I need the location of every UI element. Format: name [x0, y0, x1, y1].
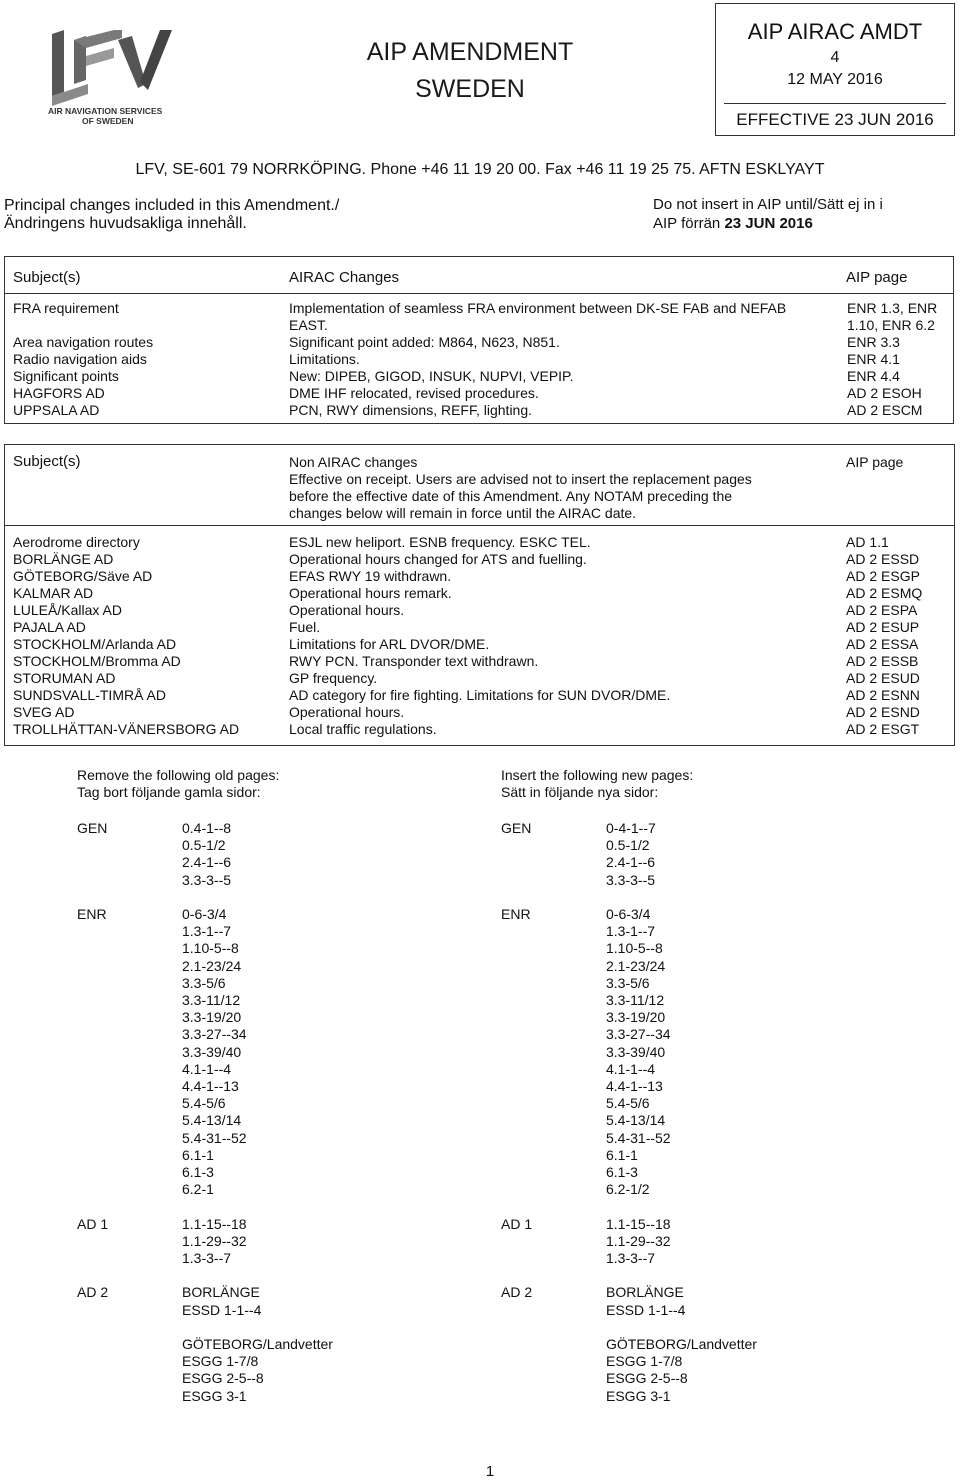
- table-row-subject: Aerodrome directory: [13, 534, 140, 550]
- principal-line1: Principal changes included in this Amendment./: [4, 197, 340, 214]
- table-row-page-cont: 1.10, ENR 6.2: [847, 317, 935, 333]
- page-entry: 3.3-19/20: [182, 1009, 242, 1026]
- group-label: AD 2: [501, 1284, 533, 1301]
- table-row-change: Limitations for ARL DVOR/DME.: [289, 636, 490, 652]
- page-entry: 3.3-11/12: [182, 992, 241, 1008]
- do-not-insert-note: [653, 195, 883, 233]
- table-row-page: AD 2 ESNN: [846, 687, 920, 703]
- remove-pages-heading: [77, 767, 279, 801]
- table-row-change: ESJL new heliport. ESNB frequency. ESKC TEL.: [289, 534, 591, 550]
- page-entry: 2.1-23/24: [606, 957, 666, 974]
- amdt-date: 12 MAY 2016: [787, 71, 883, 88]
- page-entry: 3.3-3--5: [182, 871, 232, 888]
- table-row-page: AD 2 ESCM: [847, 402, 923, 418]
- amendment-box: [715, 3, 955, 136]
- insert-heading1: Insert the following new pages:: [501, 767, 694, 783]
- page-entry: 3.3-39/40: [182, 1043, 242, 1060]
- insert-pages-list: [501, 820, 881, 1420]
- amdt-divider: [724, 103, 946, 104]
- table-row-subject: Radio navigation aids: [13, 351, 147, 367]
- table-row-subject: Area navigation routes: [13, 334, 154, 350]
- nonairac-header-page: AIP page: [846, 454, 904, 470]
- airac-header-page: AIP page: [846, 269, 908, 286]
- table-row-page: AD 2 ESUD: [846, 670, 920, 686]
- table-row-page: AD 2 ESUP: [846, 619, 920, 635]
- remove-pages-list: [77, 820, 457, 1420]
- table-row-change: Fuel.: [289, 619, 321, 635]
- group-label: AD 1: [501, 1215, 533, 1232]
- table-row-subject: GÖTEBORG/Säve AD: [13, 568, 153, 584]
- table-row-page: AD 2 ESND: [846, 704, 920, 720]
- group-label: AD 1: [77, 1215, 109, 1232]
- table-row-change: New: DIPEB, GIGOD, INSUK, NUPVI, VEPIP.: [289, 368, 574, 384]
- insert-pages-heading: [501, 767, 693, 801]
- table-row-page: AD 2 ESSD: [846, 551, 920, 567]
- logo-text-line2: OF SWEDEN: [82, 116, 134, 126]
- table-row-change: RWY PCN. Transponder text withdrawn.: [289, 653, 539, 669]
- table-row-subject: STOCKHOLM/Arlanda AD: [13, 636, 177, 652]
- table-row-change: GP frequency.: [289, 670, 378, 686]
- page-entry: 4.4-1--13: [182, 1078, 239, 1094]
- page-entry: 1.1-15--18: [182, 1215, 247, 1232]
- table-row-subject: BORLÄNGE AD: [13, 551, 114, 567]
- page-entry: 0-4-1--7: [606, 820, 656, 836]
- page-entry: 5.4-5/6: [606, 1095, 650, 1112]
- page-entry: 3.3-3--5: [606, 871, 656, 888]
- page-entry: 3.3-11/12: [606, 992, 665, 1008]
- logo-text-line1: AIR NAVIGATION SERVICES: [48, 106, 163, 116]
- page-entry: GÖTEBORG/Landvetter: [182, 1336, 333, 1352]
- page-entry: 6.2-1/2: [606, 1181, 650, 1198]
- table-row-change: Limitations.: [289, 351, 360, 367]
- page-number: 1: [485, 1463, 495, 1480]
- effective-date: EFFECTIVE 23 JUN 2016: [736, 110, 934, 129]
- page-entry: 4.4-1--13: [606, 1078, 663, 1094]
- table-row-page: AD 2 ESMQ: [846, 585, 923, 601]
- table-row-subject: HAGFORS AD: [13, 385, 105, 401]
- page-entry: 0-6-3/4: [606, 906, 651, 922]
- title-line2: SWEDEN: [415, 75, 525, 103]
- page-entry: 1.3-1--7: [606, 923, 656, 940]
- table-row-page: AD 2 ESOH: [847, 385, 922, 401]
- table-row-change: Operational hours.: [289, 602, 405, 618]
- table-row-subject: Significant points: [13, 368, 119, 384]
- page-entry: BORLÄNGE: [182, 1284, 260, 1301]
- table-row-page: AD 2 ESGT: [846, 721, 920, 737]
- page-entry: 1.3-1--7: [182, 923, 232, 940]
- table-row-page: AD 1.1: [846, 534, 889, 550]
- page-entry: 3.3-27--34: [182, 1026, 247, 1043]
- table-row-change: Operational hours changed for ATS and fuelling.: [289, 551, 587, 567]
- title-line1: AIP AMENDMENT: [366, 38, 574, 66]
- table-row-page: ENR 4.4: [847, 368, 900, 384]
- page-entry: ESGG 1-7/8: [182, 1353, 259, 1370]
- table-row-change: EFAS RWY 19 withdrawn.: [289, 568, 452, 584]
- table-row-page: ENR 4.1: [847, 351, 900, 367]
- table-row-page: AD 2 ESSA: [846, 636, 919, 652]
- table-row-subject: PAJALA AD: [13, 619, 86, 635]
- page-entry: ESGG 2-5--8: [606, 1370, 688, 1387]
- donot-line2: [653, 214, 883, 233]
- nonairac-header-divider: [5, 525, 954, 526]
- table-row-page: ENR 3.3: [847, 334, 900, 350]
- table-row-change: DME IHF relocated, revised procedures.: [289, 385, 539, 401]
- page-entry: 0.5-1/2: [182, 837, 226, 854]
- table-row-change-cont: EAST.: [289, 317, 328, 333]
- table-row-change: Significant point added: M864, N623, N851.: [289, 334, 560, 350]
- airac-header-divider: [5, 293, 953, 294]
- nonairac-header-subject: Subject(s): [13, 453, 81, 470]
- table-row-change: Operational hours.: [289, 704, 405, 720]
- nonairac-note-line2: before the effective date of this Amendment. Any NOTAM preceding the: [289, 488, 733, 504]
- table-row-subject: UPPSALA AD: [13, 402, 100, 418]
- page-entry: 0-6-3/4: [182, 906, 227, 922]
- remove-heading1: Remove the following old pages:: [77, 767, 280, 783]
- table-row-subject: TROLLHÄTTAN-VÄNERSBORG AD: [13, 721, 240, 737]
- table-row-page: AD 2 ESPA: [846, 602, 918, 618]
- airac-header-changes: AIRAC Changes: [289, 269, 400, 286]
- page-entry: 5.4-31--52: [606, 1129, 671, 1146]
- amdt-label: AIP AIRAC AMDT: [747, 19, 923, 44]
- page-entry: 6.2-1: [182, 1181, 214, 1198]
- table-row-change: AD category for fire fighting. Limitations for SUN DVOR/DME.: [289, 687, 671, 703]
- page-entry: 1.3-3--7: [606, 1250, 656, 1266]
- table-row-page: AD 2 ESGP: [846, 568, 920, 584]
- table-row-page: AD 2 ESSB: [846, 653, 919, 669]
- page-entry: 4.1-1--4: [606, 1060, 656, 1077]
- page-entry: ESGG 1-7/8: [606, 1353, 683, 1370]
- page-entry: 3.3-39/40: [606, 1043, 666, 1060]
- page-entry: ESGG 3-1: [182, 1387, 247, 1404]
- page-entry: 1.1-29--32: [182, 1232, 247, 1249]
- donot-prefix: AIP förrän: [653, 215, 725, 232]
- page-entry: 6.1-3: [182, 1164, 214, 1180]
- page-entry: 6.1-1: [182, 1146, 214, 1163]
- page-entry: 0.5-1/2: [606, 837, 650, 854]
- principal-changes-heading: [4, 197, 339, 233]
- table-row-change: Implementation of seamless FRA environment between DK-SE FAB and NEFAB: [289, 300, 787, 316]
- page-entry: 5.4-13/14: [182, 1112, 242, 1129]
- page-entry: ESSD 1-1--4: [606, 1301, 686, 1318]
- page-entry: 0.4-1--8: [182, 820, 232, 836]
- page-entry: 5.4-13/14: [606, 1112, 666, 1129]
- table-row-subject: KALMAR AD: [13, 585, 94, 601]
- table-row-subject: SVEG AD: [13, 704, 75, 720]
- page-entry: 1.1-15--18: [606, 1215, 671, 1232]
- table-row-change: Local traffic regulations.: [289, 721, 437, 737]
- page-entry: 3.3-5/6: [182, 974, 226, 991]
- page-entry: 6.1-3: [606, 1164, 638, 1180]
- page-entry: BORLÄNGE: [606, 1284, 684, 1301]
- airac-changes-table: [4, 256, 954, 424]
- page-entry: 2.1-23/24: [182, 957, 242, 974]
- page-entry: 3.3-19/20: [606, 1009, 666, 1026]
- nonairac-note-line3: changes below will remain in force until the AIRAC date.: [289, 505, 637, 521]
- table-row-page: ENR 1.3, ENR: [847, 300, 938, 316]
- donot-line1: Do not insert in AIP until/Sätt ej in i: [653, 196, 883, 213]
- page-entry: ESSD 1-1--4: [182, 1301, 262, 1318]
- nonairac-note-line1: Effective on receipt. Users are advised not to insert the replacement pages: [289, 471, 752, 487]
- group-label: ENR: [77, 906, 107, 922]
- contact-line: LFV, SE-601 79 NORRKÖPING. Phone +46 11 19 20 00. Fax +46 11 19 25 75. AFTN ESKLYAYT: [135, 161, 825, 178]
- page-entry: GÖTEBORG/Landvetter: [606, 1336, 757, 1352]
- principal-line2: Ändringens huvudsakliga innehåll.: [4, 215, 247, 232]
- page-entry: 1.3-3--7: [182, 1250, 232, 1266]
- table-row-subject: SUNDSVALL-TIMRÅ AD: [13, 687, 166, 703]
- donot-date: 23 JUN 2016: [724, 215, 813, 232]
- table-row-subject: FRA requirement: [13, 300, 119, 316]
- table-row-change: Operational hours remark.: [289, 585, 452, 601]
- page-entry: 5.4-5/6: [182, 1095, 226, 1112]
- page-entry: 6.1-1: [606, 1146, 638, 1163]
- page-entry: ESGG 3-1: [606, 1387, 671, 1404]
- page-entry: 1.1-29--32: [606, 1232, 671, 1249]
- page-entry: 5.4-31--52: [182, 1129, 247, 1146]
- page-entry: 3.3-27--34: [606, 1026, 671, 1043]
- table-row-subject: STORUMAN AD: [13, 670, 116, 686]
- table-row-subject: STOCKHOLM/Bromma AD: [13, 653, 181, 669]
- page-entry: ESGG 2-5--8: [182, 1370, 264, 1387]
- table-row-subject: LULEÅ/Kallax AD: [13, 602, 122, 618]
- group-label: ENR: [501, 906, 531, 922]
- page-entry: 1.10-5--8: [606, 940, 663, 957]
- nonairac-header-changes: Non AIRAC changes: [289, 454, 418, 470]
- page-entry: 1.10-5--8: [182, 940, 239, 957]
- group-label: AD 2: [77, 1284, 109, 1301]
- page-entry: 4.1-1--4: [182, 1060, 232, 1077]
- non-airac-changes-table: [4, 444, 955, 746]
- page-entry: 2.4-1--6: [182, 854, 232, 871]
- amdt-number: 4: [830, 49, 840, 66]
- insert-heading2: Sätt in följande nya sidor:: [501, 784, 659, 801]
- airac-header-subject: Subject(s): [13, 269, 81, 286]
- remove-heading2: Tag bort följande gamla sidor:: [77, 784, 261, 801]
- page-entry: 2.4-1--6: [606, 854, 656, 871]
- group-label: GEN: [77, 820, 108, 836]
- lfv-logo: [48, 30, 178, 126]
- table-row-change: PCN, RWY dimensions, REFF, lighting.: [289, 402, 533, 418]
- page-entry: 3.3-5/6: [606, 974, 650, 991]
- document-title: [330, 34, 610, 108]
- group-label: GEN: [501, 820, 532, 836]
